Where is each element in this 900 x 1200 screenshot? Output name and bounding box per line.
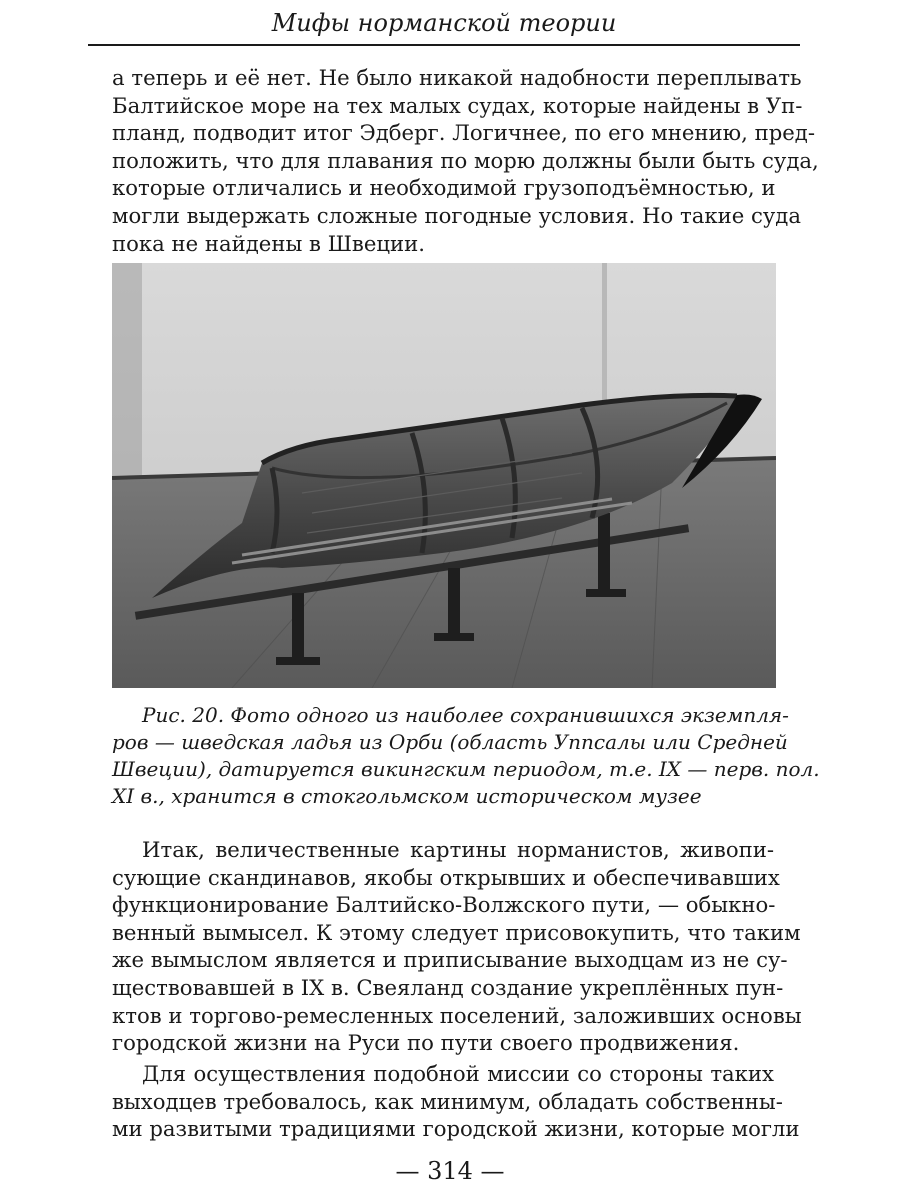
text-line: сующие скандинавов, якобы открывших и обеспечивавших xyxy=(112,864,780,890)
text-line: Балтийское море на тех малых судах, которые найдены в Уп- xyxy=(112,92,803,118)
caption-line: Швеции), датируется викингским периодом, т.е. IX — перв. пол. xyxy=(112,757,820,781)
boat-photo xyxy=(112,263,776,688)
page-number: — 314 — xyxy=(395,1157,505,1185)
caption-line: ров — шведская ладья из Орби (область Уппсалы или Средней xyxy=(112,730,788,754)
text-line: городской жизни на Руси по пути своего продвижения. xyxy=(112,1030,740,1056)
text-line: которые отличались и необходимой грузоподъёмностью, и xyxy=(112,175,776,201)
header-rule xyxy=(88,44,800,46)
text-line: положить, что для плавания по морю должны были быть суда, xyxy=(112,147,819,173)
text-line: же вымыслом является и приписывание выходцам из не су- xyxy=(112,947,788,973)
caption-line: Рис. 20. Фото одного из наиболее сохранившихся экземпля- xyxy=(142,703,789,727)
text-line: функционирование Балтийско-Волжского пути, — обыкно- xyxy=(112,892,776,918)
text-line: ми развитыми традициями городской жизни, которые могли xyxy=(112,1116,800,1142)
paragraph-2 xyxy=(112,836,802,1057)
text-line: планд, подводит итог Эдберг. Логичнее, по его мнению, пред- xyxy=(112,120,816,146)
text-line: ществовавшей в IX в. Свеяланд создание укреплённых пун- xyxy=(112,974,784,1000)
text-line: а теперь и её нет. Не было никакой надобности переплывать xyxy=(112,65,802,90)
running-header: Мифы норманской теории xyxy=(271,9,617,37)
paragraph-1 xyxy=(112,64,819,257)
text-line: Для осуществления подобной миссии со стороны таких xyxy=(142,1061,774,1086)
text-line: могли выдержать сложные погодные условия. Но такие суда xyxy=(112,202,801,228)
text-line: венный вымысел. К этому следует присовокупить, что таким xyxy=(112,919,801,945)
text-line: ктов и торгово-ремесленных поселений, заложивших основы xyxy=(112,1002,802,1028)
paragraph-3 xyxy=(112,1060,800,1143)
caption-line: XI в., хранится в стокгольмском историческом музее xyxy=(112,784,702,808)
figure-caption xyxy=(112,702,820,810)
text-line: пока не найдены в Швеции. xyxy=(112,230,425,256)
text-line: Итак, величественные картины норманистов, живопи- xyxy=(142,837,774,862)
text-line: выходцев требовалось, как минимум, обладать собственны- xyxy=(112,1088,783,1114)
